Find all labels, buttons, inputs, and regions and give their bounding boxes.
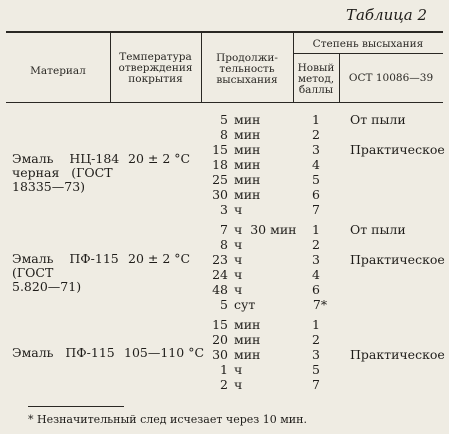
duration-unit: мин bbox=[234, 332, 261, 347]
material-line: 18335—73) bbox=[12, 179, 86, 194]
duration-value: 8 bbox=[220, 127, 228, 142]
duration-cell bbox=[208, 252, 242, 267]
duration-cell bbox=[208, 377, 242, 392]
score-cell: 5 bbox=[312, 172, 320, 187]
score-cell: 2 bbox=[312, 127, 320, 142]
score-cell: 7 bbox=[312, 377, 320, 392]
duration-cell bbox=[208, 347, 260, 362]
duration-unit: мин bbox=[234, 172, 261, 187]
footnote: * Незначительный след исчезает через 10 мин. bbox=[28, 413, 307, 426]
duration-unit: ч 30 мин bbox=[234, 222, 297, 237]
duration-unit: ч bbox=[234, 252, 243, 267]
header-bottom-rule bbox=[6, 102, 443, 103]
duration-value: 5 bbox=[220, 297, 228, 312]
duration-unit: мин bbox=[234, 127, 261, 142]
score-cell: 1 bbox=[312, 317, 320, 332]
material-line: Эмаль ПФ-115 bbox=[12, 345, 115, 360]
duration-unit: ч bbox=[234, 267, 243, 282]
duration-unit: мин bbox=[234, 157, 261, 172]
header-duration-line: тельность bbox=[219, 63, 275, 75]
duration-unit: ч bbox=[234, 362, 243, 377]
ost-cell: От пыли bbox=[350, 222, 406, 237]
duration-value: 25 bbox=[212, 172, 228, 187]
score-cell: 4 bbox=[312, 157, 320, 172]
temperature-cell: 105—110 °С bbox=[124, 345, 205, 360]
duration-value: 18 bbox=[212, 157, 228, 172]
header-temperature-line: отверждения bbox=[118, 62, 193, 74]
duration-unit: ч bbox=[234, 282, 243, 297]
duration-unit: мин bbox=[234, 347, 261, 362]
header-duration-line: высыхания bbox=[216, 74, 278, 86]
duration-cell bbox=[208, 202, 242, 217]
duration-value: 7 bbox=[220, 222, 228, 237]
temperature-cell: 20 ± 2 °С bbox=[128, 251, 191, 266]
duration-unit: мин bbox=[234, 317, 261, 332]
duration-value: 5 bbox=[220, 112, 228, 127]
duration-value: 23 bbox=[212, 252, 228, 267]
duration-cell bbox=[208, 282, 242, 297]
score-cell: 4 bbox=[312, 267, 320, 282]
header-degree: Степень высыхания bbox=[312, 38, 424, 50]
duration-cell bbox=[208, 267, 242, 282]
duration-value: 2 bbox=[220, 377, 228, 392]
score-cell: 2 bbox=[312, 332, 320, 347]
score-cell: 3 bbox=[312, 142, 320, 157]
header-new-method bbox=[293, 63, 339, 96]
duration-unit: мин bbox=[234, 187, 261, 202]
header-material: Материал bbox=[30, 65, 86, 77]
score-cell: 3 bbox=[312, 347, 320, 362]
ost-cell: От пыли bbox=[350, 112, 406, 127]
header-temperature-line: покрытия bbox=[128, 73, 183, 85]
score-cell: 6 bbox=[312, 282, 320, 297]
material-line: Эмаль НЦ-184 bbox=[12, 151, 120, 166]
duration-value: 48 bbox=[212, 282, 228, 297]
degree-subheader-rule bbox=[293, 53, 443, 54]
header-new-method-line: метод, bbox=[297, 73, 335, 85]
duration-value: 1 bbox=[220, 362, 228, 377]
score-cell: 1 bbox=[312, 222, 320, 237]
material-line: (ГОСТ bbox=[12, 265, 54, 280]
duration-unit: мин bbox=[234, 112, 261, 127]
duration-value: 24 bbox=[212, 267, 228, 282]
score-cell: 3 bbox=[312, 252, 320, 267]
duration-value: 30 bbox=[212, 187, 228, 202]
duration-cell bbox=[208, 172, 260, 187]
duration-cell bbox=[208, 237, 242, 252]
header-new-method-line: баллы bbox=[298, 84, 334, 96]
score-cell: 7* bbox=[312, 297, 328, 312]
header-temperature-line: Температура bbox=[119, 51, 192, 63]
duration-cell bbox=[208, 112, 260, 127]
duration-value: 8 bbox=[220, 237, 228, 252]
material-cell bbox=[12, 251, 119, 294]
duration-cell bbox=[208, 127, 260, 142]
duration-value: 15 bbox=[212, 142, 228, 157]
duration-unit: сут bbox=[234, 297, 256, 312]
duration-value: 30 bbox=[212, 347, 228, 362]
ost-cell: Практическое bbox=[350, 142, 445, 157]
material-cell bbox=[12, 151, 120, 194]
duration-unit: мин bbox=[234, 142, 261, 157]
header-new-method-line: Новый bbox=[297, 62, 335, 74]
score-cell: 7 bbox=[312, 202, 320, 217]
duration-unit: ч bbox=[234, 237, 243, 252]
score-cell: 5 bbox=[312, 362, 320, 377]
score-cell: 1 bbox=[312, 112, 320, 127]
header-duration bbox=[201, 53, 293, 86]
duration-cell bbox=[208, 317, 260, 332]
duration-cell bbox=[208, 187, 260, 202]
material-line: 5.820—71) bbox=[12, 279, 82, 294]
score-cell: 2 bbox=[312, 237, 320, 252]
table-caption: Таблица 2 bbox=[345, 6, 427, 24]
duration-value: 15 bbox=[212, 317, 228, 332]
score-cell: 6 bbox=[312, 187, 320, 202]
duration-cell bbox=[208, 157, 260, 172]
header-duration-line: Продолжи- bbox=[216, 52, 278, 64]
table-top-rule bbox=[6, 31, 443, 33]
duration-cell bbox=[208, 297, 255, 312]
duration-cell bbox=[208, 142, 260, 157]
duration-value: 20 bbox=[212, 332, 228, 347]
duration-cell bbox=[208, 362, 242, 377]
header-ost: ОСТ 10086—39 bbox=[348, 72, 434, 84]
duration-cell bbox=[208, 332, 260, 347]
footnote-rule bbox=[28, 406, 124, 407]
duration-unit: ч bbox=[234, 377, 243, 392]
duration-unit: ч bbox=[234, 202, 243, 217]
material-line: Эмаль ПФ-115 bbox=[12, 251, 119, 266]
ost-cell: Практическое bbox=[350, 252, 445, 267]
header-temperature bbox=[110, 52, 201, 85]
ost-cell: Практическое bbox=[350, 347, 445, 362]
duration-cell bbox=[208, 222, 296, 237]
temperature-cell: 20 ± 2 °С bbox=[128, 151, 191, 166]
duration-value: 3 bbox=[220, 202, 228, 217]
material-line: черная (ГОСТ bbox=[12, 165, 113, 180]
material-cell bbox=[12, 345, 115, 360]
